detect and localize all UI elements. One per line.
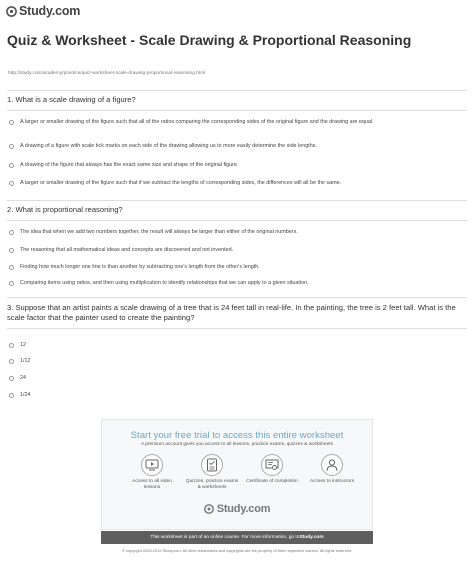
study-logo-text: Study.com (19, 4, 81, 18)
question-2-option-d[interactable]: Comparing items using ratios, and then using multiplication to identify relationships that we can apply to a given situation. (9, 279, 459, 288)
video-lesson-icon (141, 454, 163, 476)
question-1-text: 1. What is a scale drawing of a figure? (7, 95, 136, 104)
course-info-bar (101, 531, 373, 544)
question-2-option-a[interactable]: The idea that when we add two numbers together, the result will always be larger than either of the original numbers. (9, 228, 459, 237)
question-1-option-b[interactable]: A drawing of a figure with scale tick marks on each side of the drawing allowing us to more easily determine the side lengths. (9, 142, 459, 151)
radio-button[interactable] (9, 120, 14, 125)
course-info-text: This worksheet is part of an online course. For more information, go to (150, 535, 300, 540)
page-title: Quiz & Worksheet - Scale Drawing & Proportional Reasoning (7, 32, 412, 48)
study-logo-text: Study.com (216, 503, 271, 515)
question-1-option-a[interactable]: A larger or smaller drawing of the figure such that all of the ratios comparing the corresponding sides of the original figure and the drawing are equal. (9, 118, 459, 127)
radio-button[interactable] (9, 144, 14, 149)
feature-label: Access to instructors (309, 479, 355, 484)
question-1-option-c[interactable]: A drawing of the figure that always has the exact same size and shape of the original figure. (9, 161, 459, 170)
promo-title[interactable]: Start your free trial to access this entire worksheet (130, 430, 344, 441)
radio-button[interactable] (9, 181, 14, 186)
study-logo-icon (6, 6, 17, 17)
certificate-icon (261, 454, 283, 476)
question-3-option-d[interactable]: 1/24 (9, 391, 459, 400)
divider (7, 328, 467, 329)
question-3-option-c[interactable]: 24 (9, 374, 459, 383)
divider (7, 110, 467, 111)
feature-label: Certificate of completion (246, 479, 298, 484)
free-trial-promo (101, 419, 373, 530)
question-2-option-b[interactable]: The reasoning that all mathematical ideas and concepts are discovered and not invented. (9, 246, 459, 255)
quiz-icon (201, 454, 223, 476)
divider (7, 200, 467, 201)
radio-button[interactable] (9, 359, 14, 364)
radio-button[interactable] (9, 393, 14, 398)
divider (7, 297, 467, 298)
divider (7, 220, 467, 221)
feature-certificate (244, 454, 300, 485)
study-logo[interactable] (6, 4, 80, 18)
radio-button[interactable] (9, 230, 14, 235)
page-url: http://study.com/academy/practice/quiz-worksheet-scale-drawing-proportional-reasoning.html (8, 71, 206, 76)
instructor-icon (321, 454, 343, 476)
radio-button[interactable] (9, 265, 14, 270)
radio-button[interactable] (9, 163, 14, 168)
feature-label: Quizzes, practice exams & worksheets (185, 479, 239, 490)
question-2-option-c[interactable]: Finding how much longer one line is than another by subtracting one's length from the other's length. (9, 263, 459, 272)
promo-subtitle: A premium account gives you access to all lessons, practice exams, quizzes & worksheets (141, 442, 333, 447)
feature-quizzes (184, 454, 240, 491)
feature-video-lessons (124, 454, 180, 491)
question-1-option-d[interactable]: A larger or smaller drawing of the figure such that if we subtract the lengths of corresponding sides, the differences will all be the same. (9, 179, 459, 188)
question-3-option-a[interactable]: 12 (9, 341, 459, 350)
study-logo-icon (204, 504, 215, 515)
copyright-text: © copyright 2003-2015 Study.com. All other trademarks and copyrights are the property of their respective owners. All rights reserved. (122, 548, 352, 553)
divider (7, 90, 467, 91)
promo-study-logo (102, 503, 372, 515)
radio-button[interactable] (9, 281, 14, 286)
radio-button[interactable] (9, 248, 14, 253)
question-3-text: 3. Suppose that an artist paints a scale drawing of a tree that is 24 feet tall in real-life. In the painting, the tree is 2 feet tall. What is the scale factor that the painter used to create the painting? (7, 303, 456, 322)
question-3-option-b[interactable]: 1/12 (9, 357, 459, 366)
feature-label: Access to all video lessons (132, 479, 172, 490)
radio-button[interactable] (9, 343, 14, 348)
question-2-text: 2. What is proportional reasoning? (7, 205, 123, 214)
feature-instructors (304, 454, 360, 485)
radio-button[interactable] (9, 376, 14, 381)
study-link[interactable]: Study.com (299, 535, 324, 540)
